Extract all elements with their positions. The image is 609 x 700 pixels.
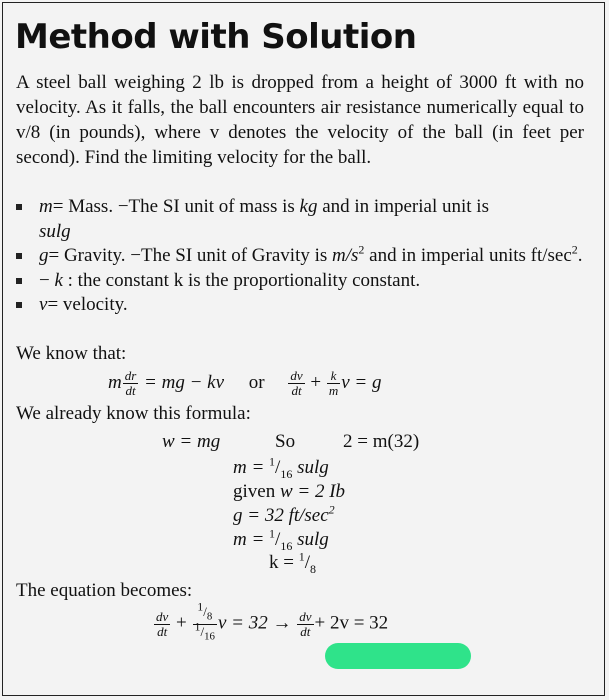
list-item: v= velocity. — [16, 293, 591, 318]
formula-given: given w = 2 Ib — [233, 481, 346, 502]
we-know-label: We know that: — [16, 343, 127, 364]
problem-statement: A steel ball weighing 2 lb is dropped from a height of 3000 ft with no velocity. As it falls, the ball encounters air resistance numerically equal to v/8 (in pounds), where v denotes the velocity of the ball (in feet per second). Find the limiting velocity for the ball. — [16, 72, 584, 168]
formula-label: We already know this formula: — [16, 403, 251, 424]
becomes-label: The equation becomes: — [16, 580, 193, 601]
equation-motion: m $\frac{dr}{dt}$ = mg − kv or $\frac{dv}{dt}$ + $\frac{k}{m}$ v = g — [108, 368, 382, 398]
formula-mass-eq: 2 = m(32) — [343, 431, 420, 452]
final-equation: $\frac{dv}{dt}$ + $\frac{^1/_8}{^1/_{16}}$ v = 32 → $\frac{dv}{dt}$ + 2v = 32 — [156, 599, 389, 643]
bullet-icon — [16, 302, 22, 308]
list-item: − k : the constant k is the proportionality constant. — [16, 269, 591, 294]
so-label: So — [275, 431, 296, 452]
list-item: g= Gravity. −The SI unit of Gravity is $m/s^2$ and in imperial units $ft/\sec^2$. — [16, 244, 591, 269]
content-card — [2, 2, 605, 696]
formula-constant: $k = ^1/_8$ — [269, 549, 316, 576]
variable-list — [16, 195, 591, 318]
formula-mass-2: $m = ^1/_{16}$ sulg — [233, 526, 329, 553]
list-item: m= Mass. −The SI unit of mass is kg and in imperial unit is sulg — [16, 195, 591, 244]
highlighter-mark — [325, 643, 471, 669]
bullet-icon — [16, 204, 22, 210]
bullet-icon — [16, 278, 22, 284]
formula-mass: $m = ^1/_{16}$ sulg — [233, 454, 329, 481]
bullet-icon — [16, 253, 22, 259]
page-title: Method with Solution — [15, 17, 417, 57]
formula-weight: w = mg — [162, 431, 221, 452]
formula-gravity: g = 32 $ft/\sec^2$ — [233, 502, 335, 526]
